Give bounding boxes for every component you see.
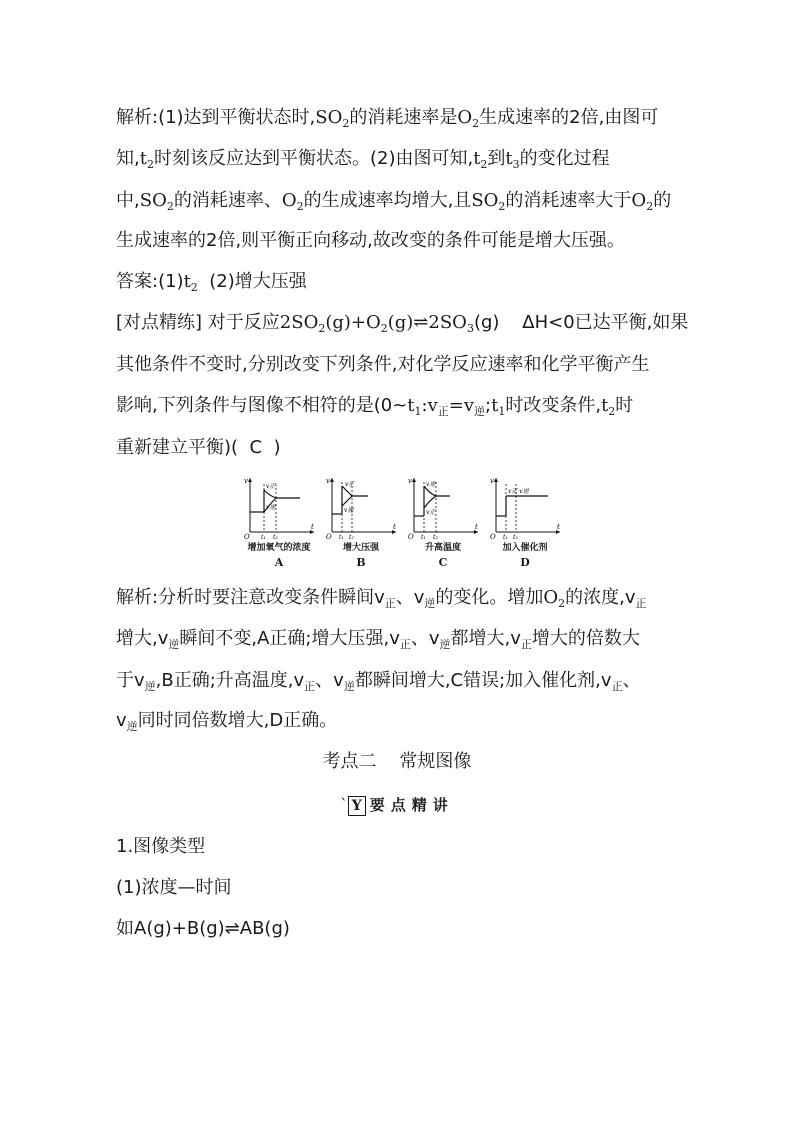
top-rate-label: v逆 bbox=[426, 481, 436, 488]
t2-label: t₂ bbox=[349, 534, 354, 540]
chart-c bbox=[404, 474, 482, 574]
chart-a-plot bbox=[240, 474, 318, 540]
t2-label: t₂ bbox=[513, 534, 518, 540]
practice-line1: [对点精练] 对于反应$2SO_2(g)+O_2(g)\rightleftharpoons 2SO_3(g)$ ΔH<0已达平衡,如果 bbox=[116, 312, 689, 335]
t1-label: t₁ bbox=[503, 534, 508, 540]
y-axis-arrow bbox=[248, 478, 252, 482]
v-axis-label: v bbox=[326, 477, 330, 485]
top-rate-label: v正 v逆 bbox=[508, 488, 529, 495]
forward-rate-curve bbox=[264, 490, 300, 498]
chart-b-caption: 增大压强 bbox=[342, 543, 379, 553]
t-axis-label: t bbox=[311, 523, 314, 531]
analysis1-line1: 解析:(1)达到平衡状态时$,SO_2$的消耗速率是$O_2$生成速率的2倍,由图可 bbox=[116, 107, 659, 130]
answer1-line: 答案$:(1)t_2$ (2)增大压强 bbox=[116, 271, 307, 294]
analysis2-line3: 于$v_逆,B$正确;升高温度$,v_正$、$v_逆$都瞬间增大,C错误;加入催化剂$,v_正$、 bbox=[116, 670, 641, 693]
chart-b bbox=[322, 474, 400, 574]
bottom-rate-label: v逆 bbox=[266, 504, 276, 511]
v-axis-label: v bbox=[244, 477, 248, 485]
chart-a bbox=[240, 474, 318, 574]
chart-c-caption: 升高温度 bbox=[424, 543, 461, 553]
chart-d-letter: D bbox=[520, 556, 530, 569]
analysis1-line4: 生成速率的2倍,则平衡正向移动,故改变的条件可能是增大压强。 bbox=[116, 230, 625, 251]
top-rate-label: v正 bbox=[345, 481, 355, 488]
badge-letter-box: Y bbox=[348, 796, 366, 816]
top-rate-label: v正 bbox=[266, 483, 276, 490]
chart-d-plot bbox=[486, 474, 564, 540]
bottom-rate-label: v正 bbox=[426, 509, 436, 516]
t2-label: t₂ bbox=[433, 534, 438, 540]
origin-label: O bbox=[244, 533, 250, 540]
v-axis-label: v bbox=[408, 477, 412, 485]
t1-label: t₁ bbox=[339, 534, 344, 540]
chart-b-letter: B bbox=[356, 556, 366, 569]
analysis1-line3: 中$,SO_2$的消耗速率、$O_2$的生成速率均增大,且$SO_2$的消耗速率大于$O_2$的 bbox=[116, 190, 672, 213]
practice-line4: 重新建立平衡)( C ) bbox=[116, 437, 281, 458]
t2-label: t₂ bbox=[273, 534, 278, 540]
section-title: 考点二 常规图像 bbox=[322, 751, 472, 772]
analysis2-line1: 解析:分析时要注意改变条件瞬间$v_正$、$v_逆$的变化。增加$O_2$的浓度$,v_正$ bbox=[116, 587, 647, 610]
t-axis-label: t bbox=[393, 523, 396, 531]
chart-a-letter: A bbox=[274, 556, 284, 569]
origin-label: O bbox=[326, 533, 332, 540]
y-axis-arrow bbox=[412, 478, 416, 482]
forward-rate-curve bbox=[424, 496, 436, 508]
item-example-reaction: 如A(g)+B(g)⇌AB(g) bbox=[116, 918, 290, 939]
y-axis-arrow bbox=[494, 478, 498, 482]
t-axis-label: t bbox=[475, 523, 478, 531]
chart-b-plot bbox=[322, 474, 400, 540]
chart-c-plot bbox=[404, 474, 482, 540]
item-image-types: 1.图像类型 bbox=[116, 836, 206, 857]
t-axis-label: t bbox=[557, 523, 560, 531]
v-axis-label: v bbox=[490, 477, 494, 485]
analysis2-line4: $v_逆$同时同倍数增大,D正确。 bbox=[116, 710, 338, 733]
chart-d bbox=[486, 474, 564, 574]
chart-a-caption: 增加氧气的浓度 bbox=[247, 543, 311, 553]
chart-c-letter: C bbox=[438, 556, 448, 569]
analysis2-line2: 增大$,v_逆$瞬间不变,A正确;增大压强$,v_正$、$v_逆$都增大$,v_正$增大的倍数大 bbox=[116, 628, 640, 651]
key-points-heading bbox=[0, 794, 794, 816]
t1-label: t₁ bbox=[421, 534, 426, 540]
analysis1-line2: 知$,t_2$时刻该反应达到平衡状态。(2)由图可知$,t_2$到$t_3$的变化过程 bbox=[116, 148, 610, 171]
rate-time-figure bbox=[240, 474, 560, 574]
t1-label: t₁ bbox=[261, 534, 266, 540]
y-axis-arrow bbox=[330, 478, 334, 482]
chart-d-caption: 加入催化剂 bbox=[502, 543, 548, 553]
item-concentration-time: (1)浓度—时间 bbox=[116, 877, 232, 898]
reverse-rate-curve bbox=[342, 496, 352, 506]
badge-mark: ` bbox=[340, 796, 348, 814]
origin-label: O bbox=[408, 533, 414, 540]
badge-text: 要点精讲 bbox=[369, 796, 454, 814]
practice-line2: 其他条件不变时,分别改变下列条件,对化学反应速率和化学平衡产生 bbox=[116, 354, 650, 375]
origin-label: O bbox=[490, 533, 496, 540]
practice-line3: 影响,下列条件与图像不相符的是($0\sim t_1:v_正=v_逆;t_1$时改变条件$,t_2$时 bbox=[116, 395, 634, 418]
bottom-rate-label: v逆 bbox=[344, 507, 354, 514]
